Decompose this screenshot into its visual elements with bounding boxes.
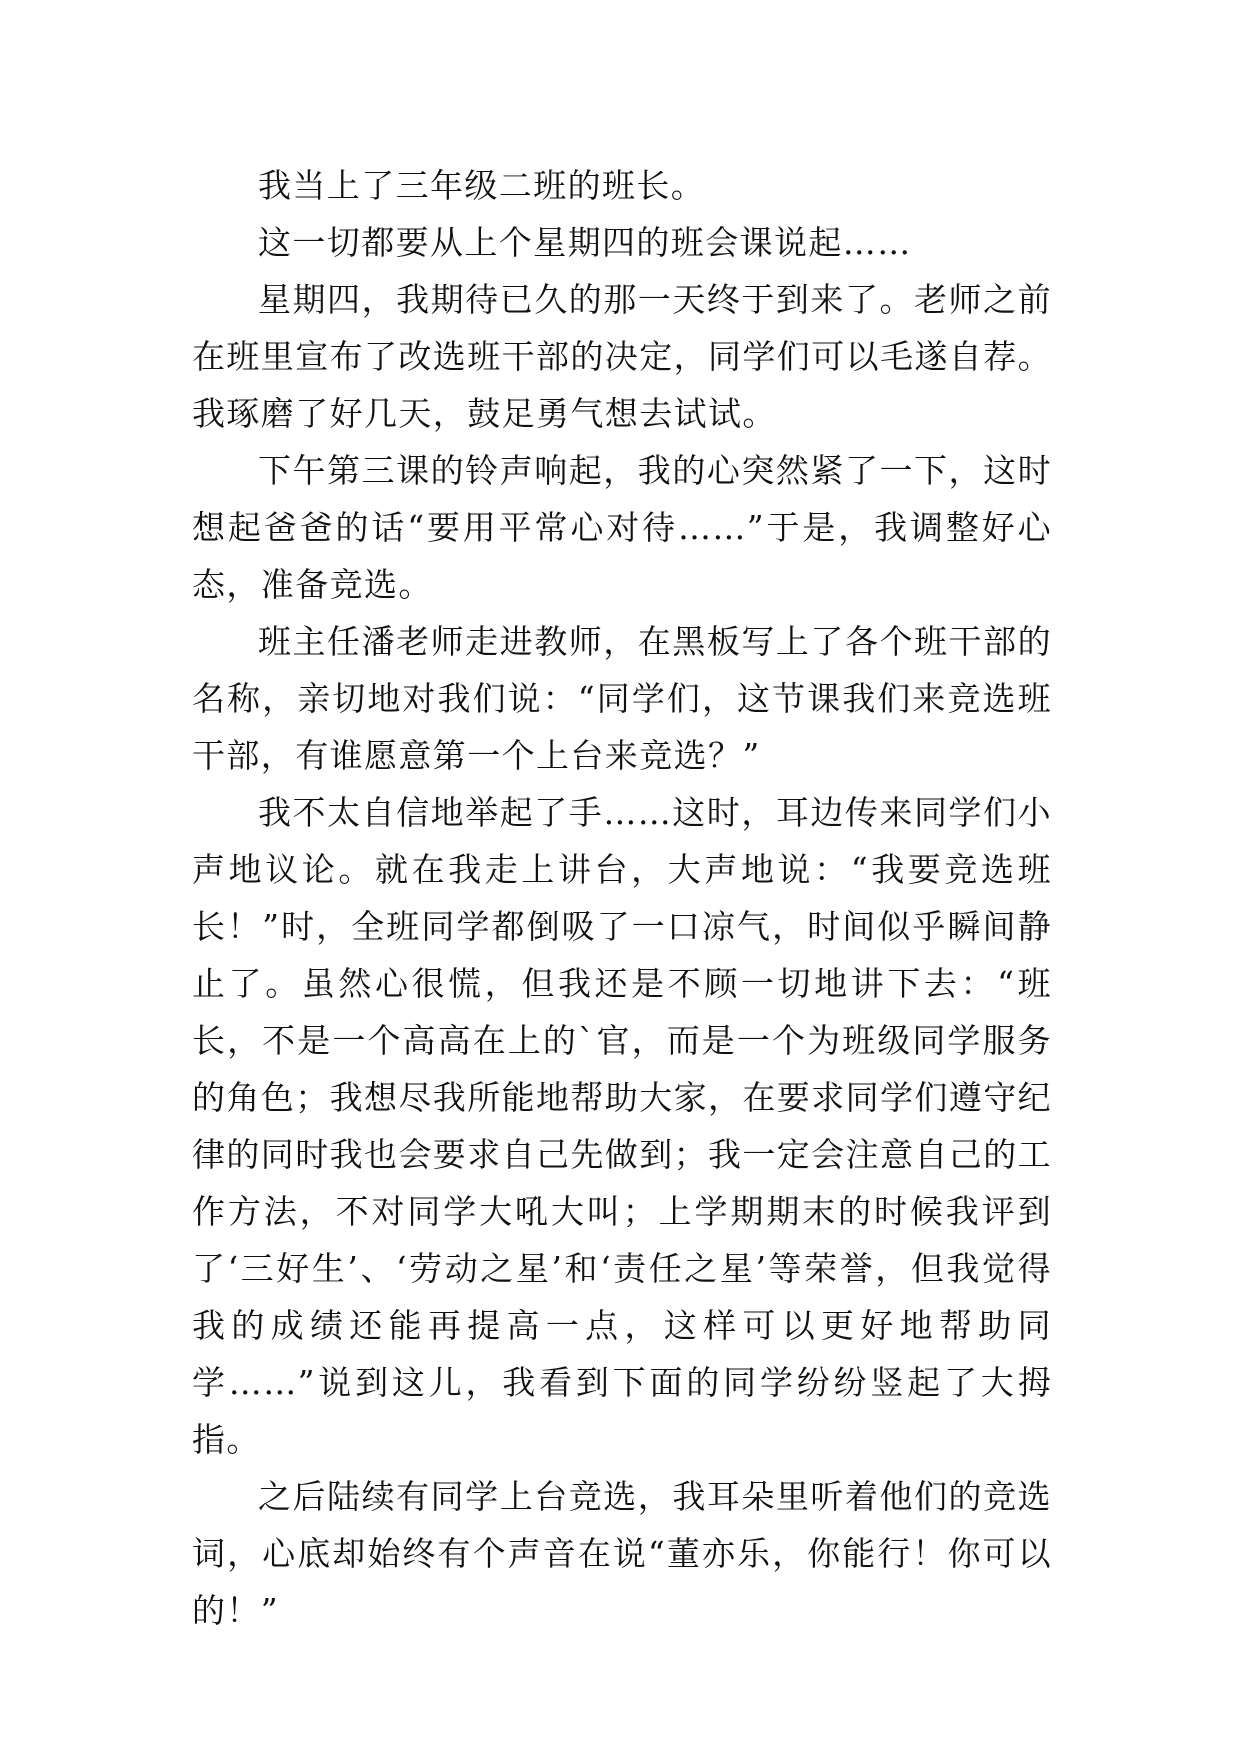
paragraph: 班主任潘老师走进教师，在黑板写上了各个班干部的名称，亲切地对我们说：“同学们，这节课我们来竞选班干部，有谁愿意第一个上台来竞选？”	[192, 622, 1052, 775]
paragraph: 星期四，我期待已久的那一天终于到来了。老师之前在班里宣布了改选班干部的决定，同学们可以毛遂自荐。我琢磨了好几天，鼓足勇气想去试试。	[192, 280, 1052, 433]
document-body	[192, 157, 1052, 1639]
paragraph: 之后陆续有同学上台竞选，我耳朵里听着他们的竞选词，心底却始终有个声音在说“董亦乐，你能行！你可以的！”	[192, 1477, 1052, 1630]
paragraph: 这一切都要从上个星期四的班会课说起……	[258, 223, 912, 262]
paragraph: 下午第三课的铃声响起，我的心突然紧了一下，这时想起爸爸的话“要用平常心对待……”于是，我调整好心态，准备竞选。	[192, 451, 1052, 604]
paragraph: 我不太自信地举起了手……这时，耳边传来同学们小声地议论。就在我走上讲台，大声地说：“我要竞选班长！”时，全班同学都倒吸了一口凉气，时间似乎瞬间静止了。虽然心很慌，但我还是不顾一切地讲下去：“班长，不是一个高高在上的`官，而是一个为班级同学服务的角色；我想尽我所能地帮助大家，在要求同学们遵守纪律的同时我也会要求自己先做到；我一定会注意自己的工作方法，不对同学大吼大叫；上学期期末的时候我评到了‘三好生’、‘劳动之星’和‘责任之星’等荣誉，但我觉得我的成绩还能再提高一点，这样可以更好地帮助同学……”说到这儿，我看到下面的同学纷纷竖起了大拇指。	[192, 793, 1052, 1459]
paragraph: 我当上了三年级二班的班长。	[258, 166, 706, 205]
